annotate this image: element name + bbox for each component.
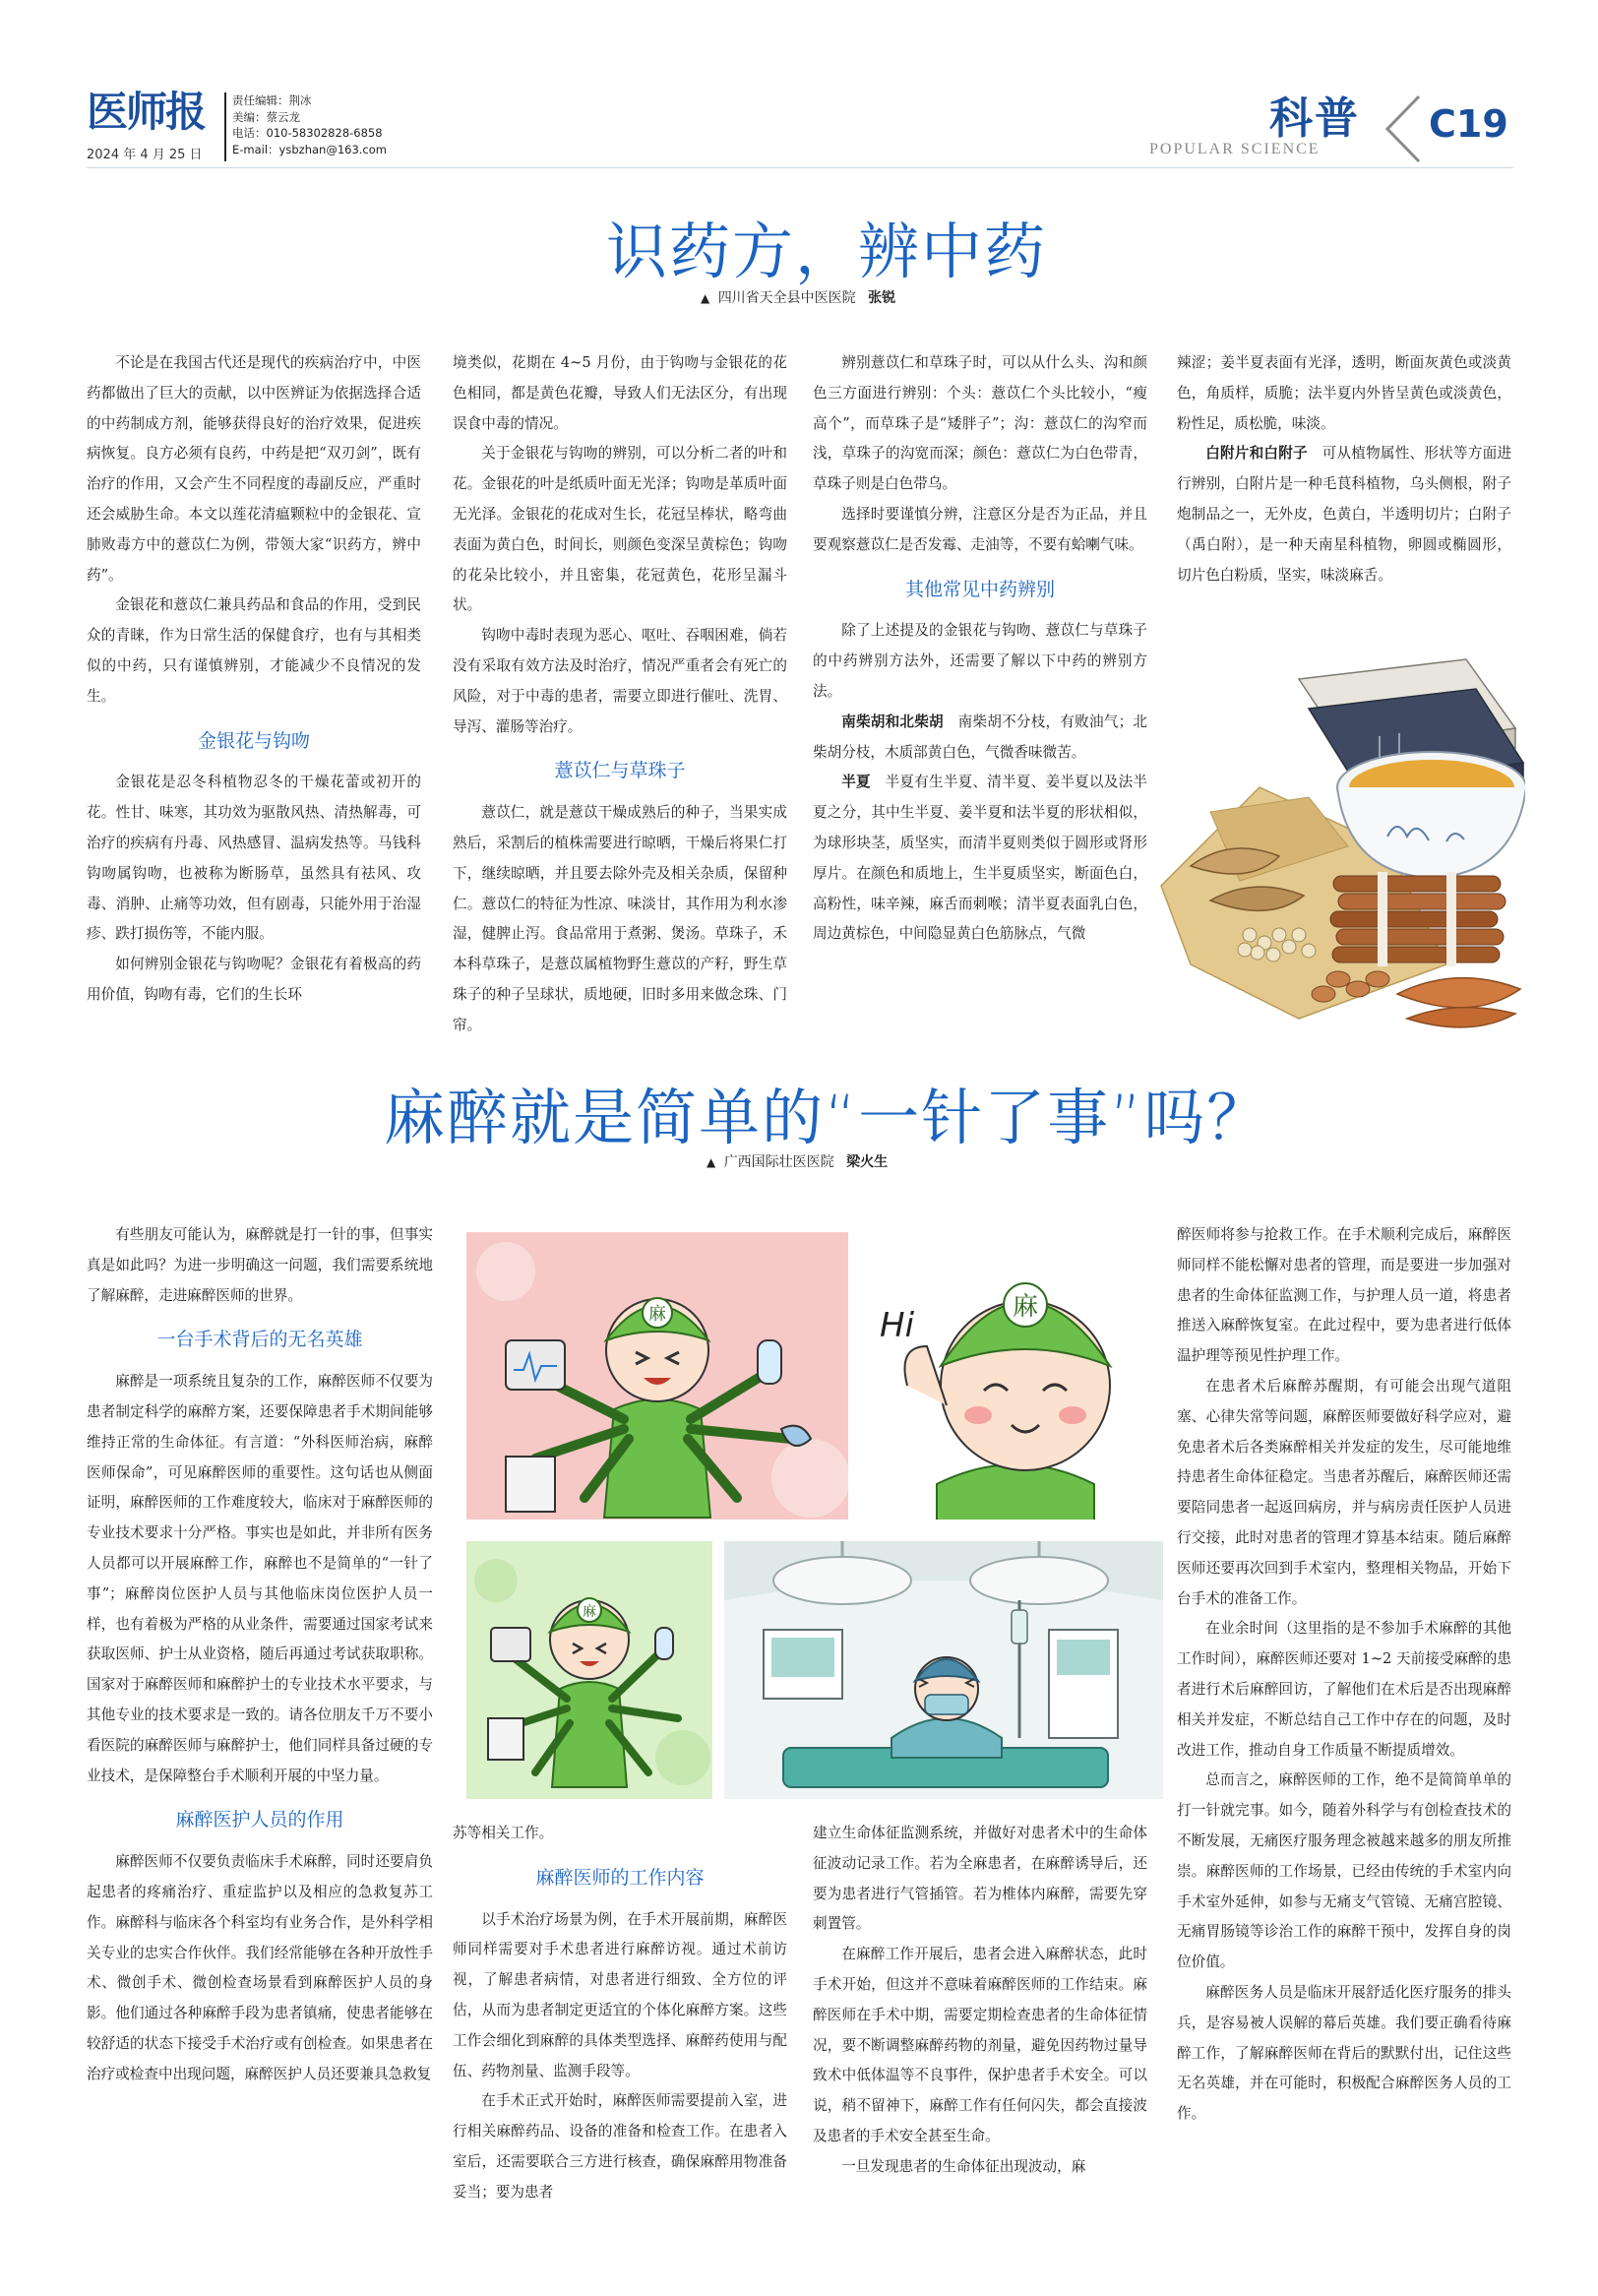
article1-column-1 [87, 348, 421, 1033]
paragraph: 境类似，花期在 4~5 月份，由于钩吻与金银花的花色相同，都是黄色花瓣，导致人们无法区分，有出现误食中毒的情况。 [453, 354, 787, 432]
paragraph: 辣涩；姜半夏表面有光泽，透明，断面灰黄色或淡黄色，角质样，质脆；法半夏内外皆呈黄色或淡黄色，粉性足，质松脆，味淡。 [1177, 354, 1511, 432]
paragraph: 在麻醉工作开展后，患者会进入麻醉状态，此时手术开始，但这并不意味着麻醉医师的工作结束。麻醉医师在手术中期，需要定期检查患者的生命体征情况，要不断调整麻醉药物的剂量，避免因药物过量导致术中低体温等不良事件，保护患者手术安全。可以说，稍不留神下，麻醉工作有任何闪失，都会直接波及患者的手术安全甚至生命。 [813, 1946, 1147, 2144]
paragraph: 辨别薏苡仁和草珠子时，可以从什么头、沟和颜色三方面进行辨别：个头：薏苡仁个头比较小，“瘦高个”，而草珠子是“矮胖子”；沟：薏苡仁的沟窄而浅，草珠子的沟宽而深；颜色：薏苡仁为白色带青，草珠子则是白色带乌。 [813, 354, 1147, 493]
paragraph: 醉医师将参与抢救工作。在手术顺利完成后，麻醉医师同样不能松懈对患者的管理，而是要进一步加强对患者的生命体征监测工作，与护理人员一道，将患者推送入麻醉恢复室。在此过程中，要为患者进行低体温护理等预见性护理工作。 [1177, 1226, 1511, 1365]
paragraph: 半夏有生半夏、清半夏、姜半夏以及法半夏之分，其中生半夏、姜半夏和法半夏的形状相似，为球形块茎，质坚实，而清半夏则类似于圆形或肾形厚片。在颜色和质地上，生半夏质坚实，断面色白，高粉性，味辛辣，麻舌而刺喉；清半夏表面乳白色，周边黄棕色，中间隐显黄白色筋脉点，气微 [813, 774, 1147, 943]
subheading: 麻醉医师的工作内容 [535, 1866, 705, 1889]
article2-column-4 [1177, 1220, 1511, 2208]
operating-room-illustration [724, 1541, 1163, 1799]
subheading: 麻醉医护人员的作用 [175, 1809, 344, 1831]
subheading: 其他常见中药辨别 [904, 578, 1055, 600]
cap-character: 麻 [648, 1304, 666, 1325]
paragraph: 以手术治疗场景为例，在手术开展前期，麻醉医师同样需要对手术患者进行麻醉访视。通过术前访视，了解患者病情，对患者进行细致、全方位的评估，从而为患者制定更适宜的个体化麻醉方案。这些工作会细化到麻醉的具体类型选择、麻醉药使用与配伍、药物剂量、监测手段等。 [453, 1910, 787, 2079]
masthead-divider [224, 93, 226, 161]
section-name-english: POPULAR SCIENCE [1149, 141, 1321, 157]
paragraph: 建立生命体征监测系统，并做好对患者术中的生命体征波动记录工作。若为全麻患者，在麻醉诱导后，还要为患者进行气管插管。若为椎体内麻醉，需要先穿刺置管。 [813, 1825, 1147, 1933]
cartoon-anesthesiologist-green [466, 1541, 712, 1799]
byline-marker: ▲ [701, 291, 710, 305]
article1-column-4 [1177, 348, 1511, 644]
article2-column-2 [453, 1819, 787, 2208]
paragraph: 有些朋友可能认为，麻醉就是打一针的事，但事实真是如此吗？为进一步明确这一问题，我们需要系统地了解麻醉，走进麻醉医师的世界。 [87, 1226, 433, 1304]
paragraph: 麻醉医务人员是临床开展舒适化医疗服务的排头兵，是容易被人误解的幕后英雄。我们要正确看待麻醉工作，了解麻醉医师在背后的默默付出，记住这些无名英雄，并在可能时，积极配合麻醉医务人员的工作。 [1177, 1983, 1511, 2123]
herbal-medicine-illustration [1151, 640, 1525, 1033]
article1-title: 识药方，辨中药 [606, 216, 1048, 287]
editor-line: 责任编辑：荆冰 [232, 93, 312, 107]
herb-name: 半夏 [841, 774, 871, 791]
paragraph: 苏等相关工作。 [453, 1825, 554, 1841]
paragraph: 可从植物属性、形状等方面进行辨别，白附片是一种毛茛科植物，乌头侧根，附子炮制品之一，无外皮，色黄白，半透明切片；白附子（禹白附），是一种天南星科植物，卵圆或椭圆形，切片色白粉质，坚实，味淡麻舌。 [1177, 445, 1511, 584]
page-number: C19 [1429, 102, 1508, 146]
paragraph: 在手术正式开始时，麻醉医师需要提前入室，进行相关麻醉药品、设备的准备和检查工作。在患者入室后，还需要联合三方进行核查，确保麻醉用物准备妥当；要为患者 [453, 2092, 787, 2201]
paragraph: 一旦发现患者的生命体征出现波动，麻 [841, 2157, 1086, 2175]
subheading: 薏苡仁与草珠子 [554, 760, 686, 782]
cartoon-multitasking-anesthesiologist [466, 1232, 848, 1520]
herb-name: 南柴胡和北柴胡 [841, 713, 944, 730]
article2-column-1 [87, 1220, 433, 2208]
paragraph: 总而言之，麻醉医师的工作，绝不是简简单单的打一针就完事。如今，随着外科学与有创检查技术的不断发展，无痛医疗服务理念被越来越多的朋友所推崇。麻醉医师的工作场景，已经由传统的手术室内向手术室外延伸，如参与无痛支气管镜、无痛宫腔镜、无痛胃肠镜等诊治工作的麻醉干预中，发挥自身的岗位价值。 [1177, 1771, 1511, 1971]
article1-column-2 [453, 348, 787, 1033]
subheading: 一台手术背后的无名英雄 [156, 1329, 363, 1351]
article2-byline [707, 1151, 888, 1171]
byline-org: 广西国际壮医医院 [723, 1154, 834, 1170]
paragraph: 麻醉是一项系统且复杂的工作，麻醉医师不仅要为患者制定科学的麻醉方案，还要保障患者手术期间能够维持正常的生命体征。有言道：“外科医师治病，麻醉医师保命”，可见麻醉医师的重要性。这句话也从侧面证明，麻醉医师的工作难度较大，临床对于麻醉医师的专业技术要求十分严格。事实也是如此，并非所有医务人员都可以开展麻醉工作，麻醉也不是简单的“一针了事”；麻醉岗位医护人员与其他临床岗位医护人员一样，也有着极为严格的从业条件，需要通过国家考试来获取医师、护士从业资格，随后再通过考试获取职称。国家对于麻醉医师和麻醉护士的专业技术水平要求，与其他专业的技术要求是一致的。请各位朋友千万不要小看医院的麻醉医师与麻醉护士，他们同样具备过硬的专业技术，是保障整台手术顺利开展的中坚力量。 [87, 1373, 433, 1784]
byline-marker: ▲ [707, 1155, 716, 1169]
paragraph: 如何辨别金银花与钩吻呢？金银花有着极高的药用价值，钩吻有毒，它们的生长环 [87, 956, 421, 1003]
editor-line: 电话：010-58302828-6858 [232, 126, 383, 140]
article2-column-3 [813, 1819, 1147, 2208]
paragraph: 关于金银花与钩吻的辨别，可以分析二者的叶和花。金银花的叶是纸质叶面无光泽；钩吻是革质叶面无光泽。金银花的花成对生长，花冠呈棒状，略弯曲表面为黄白色，时间长，则颜色变深呈黄棕色；钩吻的花朵比较小，并且密集，花冠黄色，花形呈漏斗状。 [453, 445, 787, 614]
byline-author: 梁火生 [846, 1154, 889, 1170]
article1-column-3 [813, 348, 1147, 1033]
paragraph: 不论是在我国古代还是现代的疾病治疗中，中医药都做出了巨大的贡献，以中医辨证为依据选择合适的中药制成方剂，能够获得良好的治疗效果，促进疾病恢复。良方必须有良药，中药是把“双刃剑”，既有治疗的作用，又会产生不同程度的毒副反应，严重时还会威胁生命。本文以莲花清瘟颗粒中的金银花、宣肺败毒方中的薏苡仁为例，带领大家“识药方，辨中药”。 [87, 354, 421, 584]
byline-org: 四川省天全县中医医院 [717, 290, 856, 306]
cap-character: 麻 [583, 1604, 596, 1620]
cap-character: 麻 [1012, 1292, 1039, 1322]
article1-byline [701, 287, 895, 307]
masthead-rule [87, 167, 1513, 168]
paragraph: 麻醉医师不仅要负责临床手术麻醉，同时还要肩负起患者的疼痛治疗、重症监护以及相应的急救复苏工作。麻醉科与临床各个科室均有业务合作，是外科学相关专业的忠实合作伙伴。我们经常能够在各种开放性手术、微创手术、微创检查场景看到麻醉医护人员的身影。他们通过各种麻醉手段为患者镇痛，使患者能够在较舒适的状态下接受手术治疗或有创检查。如果患者在治疗或检查中出现问题，麻醉医护人员还要兼具急救复 [87, 1853, 433, 2082]
paragraph: 钩吻中毒时表现为恶心、呕吐、吞咽困难，倘若没有采取有效方法及时治疗，情况严重者会有死亡的风险，对于中毒的患者，需要立即进行催吐、洗胃、导泻、灌肠等治疗。 [453, 627, 787, 735]
hi-speech-text: Hi [880, 1306, 915, 1345]
paragraph: 南柴胡不分枝，有败油气；北柴胡分枝，木质部黄白色，气微香味微苦。 [813, 713, 1147, 761]
issue-date: 2024 年 4 月 25 日 [87, 148, 203, 162]
editor-line: 美编：蔡云龙 [232, 109, 300, 124]
herb-name: 白附片和白附子 [1205, 445, 1308, 463]
editor-info [232, 93, 387, 157]
cartoon-waving-doctor [868, 1238, 1163, 1520]
paragraph: 金银花和薏苡仁兼具药品和食品的作用，受到民众的青睐，作为日常生活的保健食疗，也有与其相类似的中药，只有谨慎辨别，才能减少不良情况的发生。 [87, 596, 421, 705]
newspaper-logo: 医师报 [87, 88, 206, 136]
article2-title: 麻醉就是简单的“一针了事”吗？ [384, 1082, 1270, 1153]
paragraph: 选择时要谨慎分辨，注意区分是否为正品，并且要观察薏苡仁是否发霉、走油等，不要有蛤喇气味。 [813, 505, 1147, 553]
byline-author: 张锐 [868, 290, 896, 306]
paragraph: 在患者术后麻醉苏醒期，有可能会出现气道阻塞、心律失常等问题，麻醉医师要做好科学应对，避免患者术后各类麻醉相关并发症的发生，尽可能地维持患者生命体征稳定。当患者苏醒后，麻醉医师还需要陪同患者一起返回病房，并与病房责任医护人员进行交接，此时对患者的管理才算基本结束。随后麻醉医师还要再次回到手术室内，整理相关物品，开始下台手术的准备工作。 [1177, 1377, 1511, 1607]
paragraph: 在业余时间（这里指的是不参加手术麻醉的其他工作时间），麻醉医师还要对 1~2 天前接受麻醉的患者进行术后麻醉回访，了解他们在术后是否出现麻醉相关并发症，不断总结自己工作中存在的问题，及时改进工作，推动自身工作质量不断提质增效。 [1177, 1620, 1511, 1759]
chevron-left-icon [1380, 94, 1425, 163]
paragraph: 金银花是忍冬科植物忍冬的干燥花蕾或初开的花。性甘、味寒，其功效为驱散风热、清热解毒，可治疗的疾病有丹毒、风热感冒、温病发热等。马钱科钩吻属钩吻，也被称为断肠草，虽然具有祛风、攻毒、消肿、止痛等功效，但有剧毒，只能外用于治湿疹、跌打损伤等，不能内服。 [87, 774, 421, 943]
subheading: 金银花与钩吻 [197, 729, 310, 752]
paragraph: 除了上述提及的金银花与钩吻、薏苡仁与草珠子的中药辨别方法外，还需要了解以下中药的辨别方法。 [813, 622, 1147, 700]
editor-line: E-mail：ysbzhan@163.com [232, 142, 387, 156]
section-name: 科普 [1269, 93, 1360, 144]
paragraph: 薏苡仁，就是薏苡干燥成熟后的种子，当果实成熟后，采割后的植株需要进行晾晒，干燥后将果仁打下，继续晾晒，并且要去除外壳及相关杂质，保留种仁。薏苡仁的特征为性凉、味淡甘，其作用为利水渗湿，健脾止泻。食品常用于煮粥、煲汤。草珠子，禾本科草珠子，是薏苡属植物野生薏苡的产籽，野生草珠子的种子呈球状，质地硬，旧时多用来做念珠、门帘。 [453, 804, 787, 1033]
